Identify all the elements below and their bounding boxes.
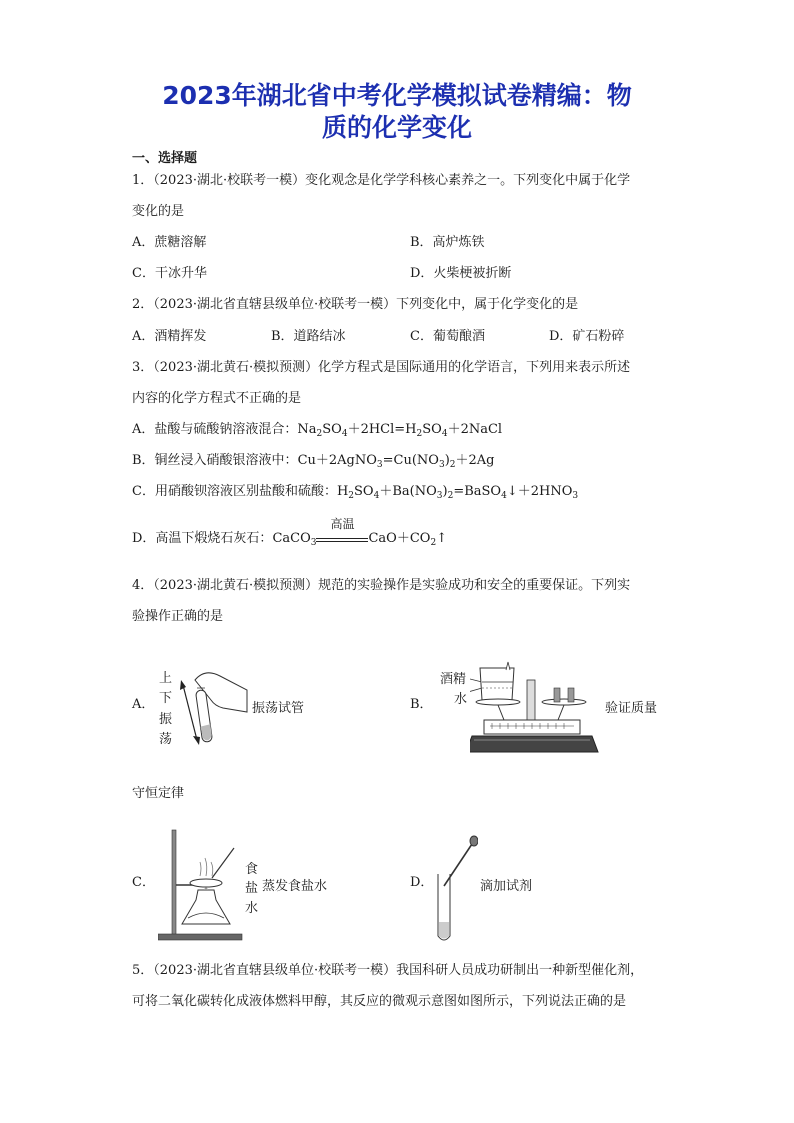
q4-option-b-letter: B． — [410, 697, 433, 712]
evaporation-figure — [158, 828, 248, 943]
q4-b-fig-alcohol: 酒精 — [440, 672, 467, 687]
q4-a-fig-zhen: 振 — [159, 712, 173, 727]
q4-option-a-label: 振荡试管 — [252, 701, 305, 716]
section-heading: 一、选择题 — [132, 151, 198, 166]
q4-c-fig-shi: 食 — [245, 862, 259, 877]
q3-option-a-equation: $Na_2SO_4+2HCl=H_2SO_4+2NaCl$ — [297, 422, 503, 439]
q3-option-b — [132, 453, 495, 469]
q3-option-a-text: A．盐酸与硫酸钠溶液混合： — [132, 422, 298, 437]
q4-b-fig-water: 水 — [454, 692, 468, 707]
q3-option-d-equation: CaCO$_3$ 高温 $CaO+CO_2↑$ — [272, 517, 448, 548]
page-title-line2: 质的化学变化 — [321, 113, 472, 142]
q2-option-a: A．酒精挥发 — [132, 329, 207, 344]
q3-option-c-equation: $H_2SO_4+Ba(NO_3)_2=BaSO_4↓+2HNO_3$ — [336, 484, 579, 501]
q2-option-c: C．葡萄酿酒 — [410, 329, 485, 344]
q3-stem-line2: 内容的化学方程式不正确的是 — [132, 391, 302, 406]
q1-stem-line1: 1．（2023·湖北·校联考一模）变化观念是化学学科核心素养之一。下列变化中属于化学 — [132, 173, 631, 188]
q4-c-fig-yan: 盐 — [245, 881, 259, 896]
q4-c-fig-shui: 水 — [245, 901, 259, 916]
q4-option-d-letter: D． — [410, 875, 434, 890]
q4-option-c-label: 蒸发食盐水 — [262, 879, 328, 894]
balance-figure — [470, 660, 600, 756]
q4-option-d-label: 滴加试剂 — [480, 879, 533, 894]
q4-a-fig-up: 上 — [159, 671, 173, 686]
q3-option-d-text: D．高温下煅烧石灰石： — [132, 531, 273, 546]
q3-option-c — [132, 484, 578, 500]
q3-option-b-equation: $Cu+2AgNO_3=Cu(NO_3)_2+2Ag$ — [297, 453, 495, 470]
dropper-figure — [428, 834, 478, 944]
q1-option-a: A．蔗糖溶解 — [132, 235, 207, 250]
q2-stem: 2．（2023·湖北省直辖县级单位·校联考一模）下列变化中，属于化学变化的是 — [132, 297, 579, 312]
q3-option-d — [132, 517, 448, 548]
q3-option-a — [132, 422, 502, 438]
q1-stem-line2: 变化的是 — [132, 204, 185, 219]
q4-option-a-letter: A． — [132, 697, 155, 712]
q2-option-b: B．道路结冰 — [271, 329, 346, 344]
q2-option-d: D．矿石粉碎 — [549, 329, 625, 344]
q5-stem-line1: 5．（2023·湖北省直辖县级单位·校联考一模）我国科研人员成功研制出一种新型催化剂， — [132, 963, 644, 978]
q1-option-b: B．高炉炼铁 — [410, 235, 485, 250]
q1-option-c: C．干冰升华 — [132, 266, 207, 281]
q3-stem-line1: 3．（2023·湖北黄石·模拟预测）化学方程式是国际通用的化学语言，下列用来表示所述 — [132, 360, 631, 375]
q3-option-b-text: B．铜丝浸入硝酸银溶液中： — [132, 453, 298, 468]
q4-stem-line1: 4．（2023·湖北黄石·模拟预测）规范的实验操作是实验成功和安全的重要保证。下列实 — [132, 578, 631, 593]
q3-option-c-text: C．用硝酸钡溶液区别盐酸和硫酸： — [132, 484, 337, 499]
shake-test-tube-figure — [175, 660, 255, 750]
q4-a-fig-down: 下 — [159, 691, 173, 706]
page-title-line1: 2023年湖北省中考化学模拟试卷精编：物 — [162, 81, 632, 110]
q5-stem-line2: 可将二氧化碳转化成液体燃料甲醇，其反应的微观示意图如图所示，下列说法正确的是 — [132, 994, 627, 1009]
q4-option-c-letter: C． — [132, 875, 155, 890]
q4-stem-line2: 验操作正确的是 — [132, 609, 224, 624]
q1-option-d: D．火柴梗被折断 — [410, 266, 512, 281]
q4-option-b-label-cont: 守恒定律 — [132, 786, 185, 801]
q3-option-d-condition: 高温 — [330, 517, 355, 531]
q4-a-fig-dang: 荡 — [159, 732, 173, 747]
q4-option-b-label: 验证质量 — [605, 701, 658, 716]
